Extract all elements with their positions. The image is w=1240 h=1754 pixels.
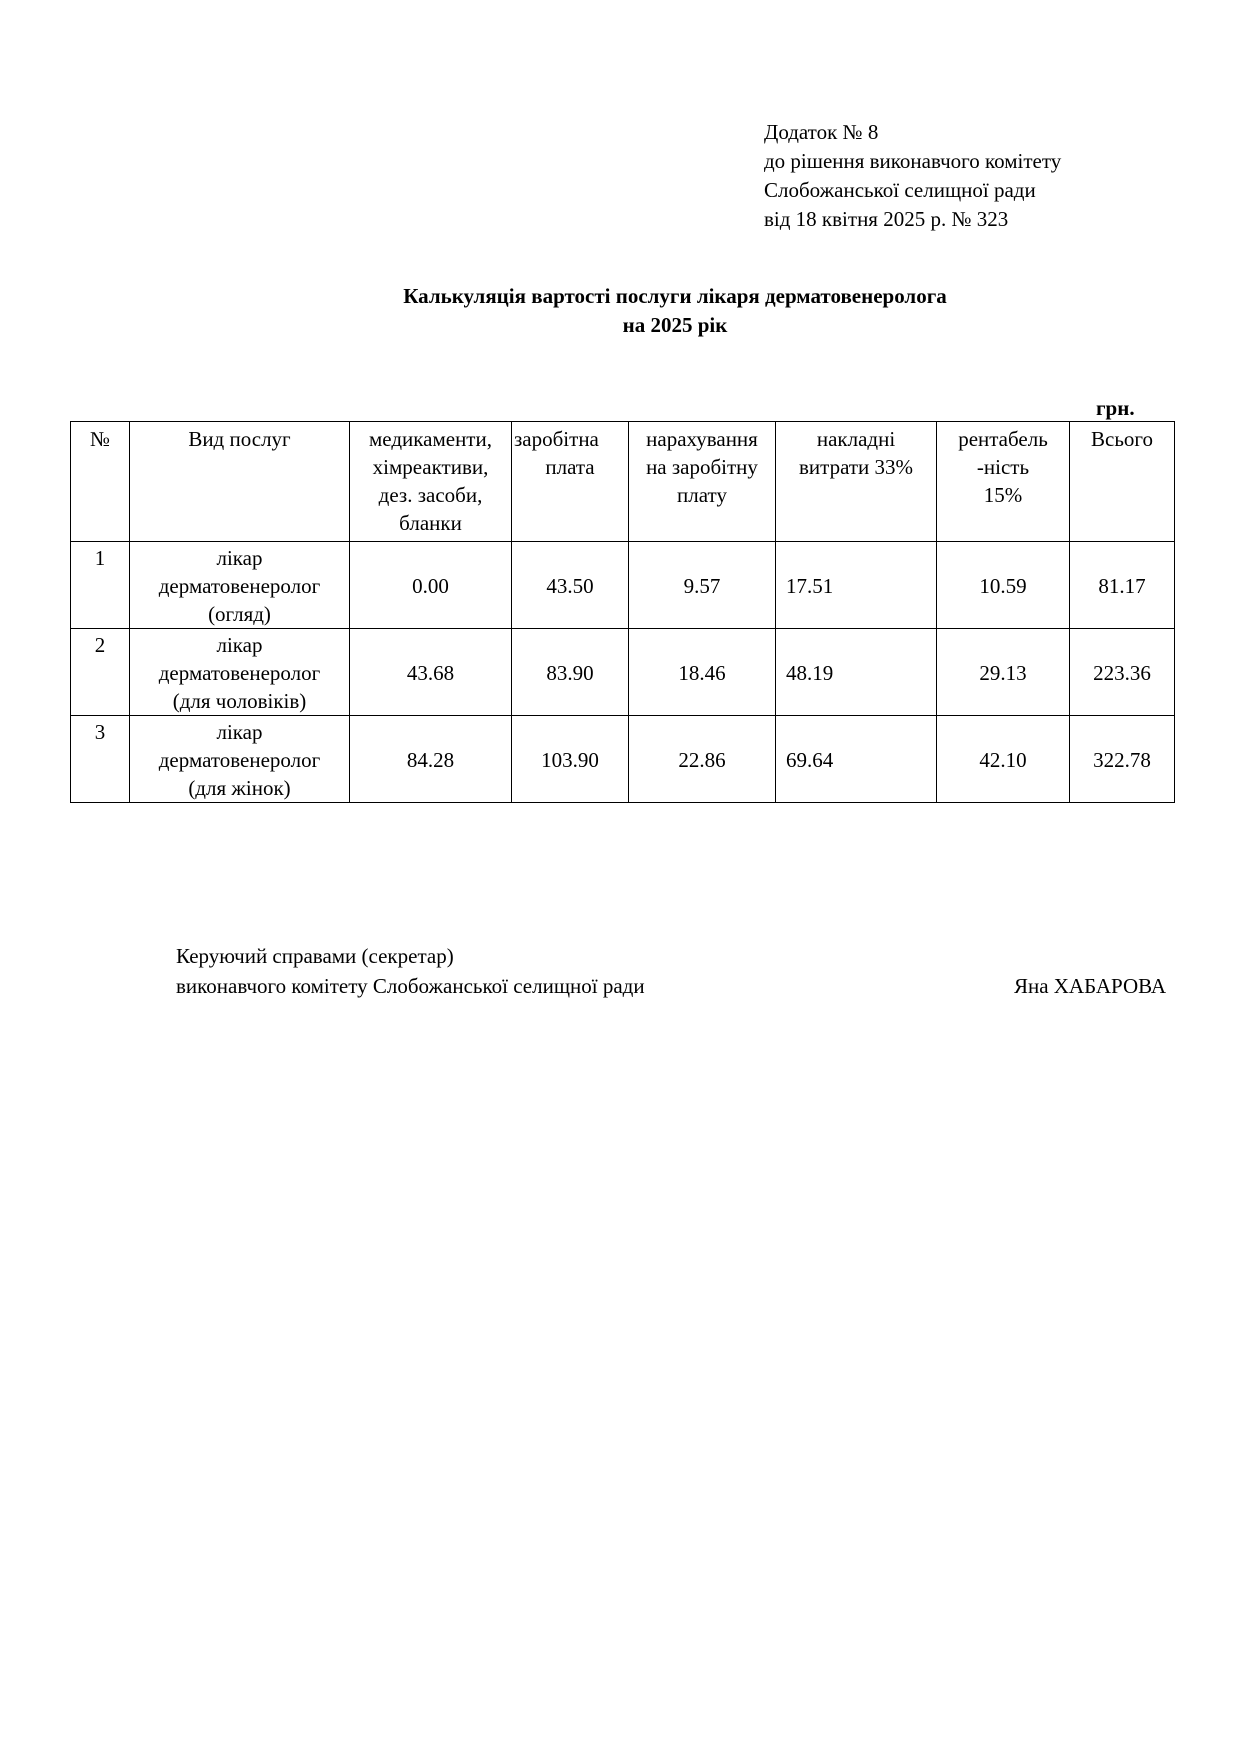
row-medicines: 43.68 <box>350 629 512 716</box>
row-accruals: 22.86 <box>629 716 776 803</box>
row-salary: 43.50 <box>512 542 629 629</box>
row-overhead: 48.19 <box>776 629 937 716</box>
row-service: лікар дерматовенеролог (для чоловіків) <box>130 629 350 716</box>
signature-position-line-2: виконавчого комітету Слобожанської селищної ради <box>176 974 645 998</box>
header-service: Вид послуг <box>130 422 350 542</box>
header-salary: заробітна плата <box>512 422 629 542</box>
header-medicines: медикаменти, хімреактиви, дез. засоби, бланки <box>350 422 512 542</box>
document-title <box>0 282 1240 340</box>
row-accruals: 9.57 <box>629 542 776 629</box>
row-total: 81.17 <box>1070 542 1175 629</box>
appendix-number: Додаток № 8 <box>764 120 879 144</box>
row-num: 1 <box>71 542 130 629</box>
table-row <box>71 716 1175 803</box>
row-salary: 103.90 <box>512 716 629 803</box>
row-accruals: 18.46 <box>629 629 776 716</box>
title-line-2: на 2025 рік <box>622 313 728 337</box>
appendix-date: від 18 квітня 2025 р. № 323 <box>764 207 1009 231</box>
title-line-1: Калькуляція вартості послуги лікаря дерматовенеролога <box>403 284 947 308</box>
row-overhead: 69.64 <box>776 716 937 803</box>
signature-block <box>176 941 1176 1001</box>
signature-position-line-1: Керуючий справами (секретар) <box>176 944 454 968</box>
header-overhead: накладні витрати 33% <box>776 422 937 542</box>
row-medicines: 0.00 <box>350 542 512 629</box>
appendix-block <box>764 118 1204 234</box>
row-num: 3 <box>71 716 130 803</box>
currency-label: грн. <box>1096 396 1135 420</box>
row-total: 322.78 <box>1070 716 1175 803</box>
row-total: 223.36 <box>1070 629 1175 716</box>
table-row <box>71 629 1175 716</box>
calculation-table <box>70 421 1175 803</box>
appendix-decision: до рішення виконавчого комітету <box>764 149 1062 173</box>
table-row <box>71 542 1175 629</box>
row-profitability: 42.10 <box>937 716 1070 803</box>
header-num: № <box>71 422 130 542</box>
header-accruals: нарахування на заробітну плату <box>629 422 776 542</box>
row-medicines: 84.28 <box>350 716 512 803</box>
row-salary: 83.90 <box>512 629 629 716</box>
table-header-row <box>71 422 1175 542</box>
header-profitability: рентабель -ність 15% <box>937 422 1070 542</box>
row-service: лікар дерматовенеролог (огляд) <box>130 542 350 629</box>
row-service: лікар дерматовенеролог (для жінок) <box>130 716 350 803</box>
row-overhead: 17.51 <box>776 542 937 629</box>
row-profitability: 29.13 <box>937 629 1070 716</box>
row-profitability: 10.59 <box>937 542 1070 629</box>
signature-name: Яна ХАБАРОВА <box>1013 974 1166 998</box>
appendix-council: Слобожанської селищної ради <box>764 178 1036 202</box>
row-num: 2 <box>71 629 130 716</box>
header-total: Всього <box>1070 422 1175 542</box>
